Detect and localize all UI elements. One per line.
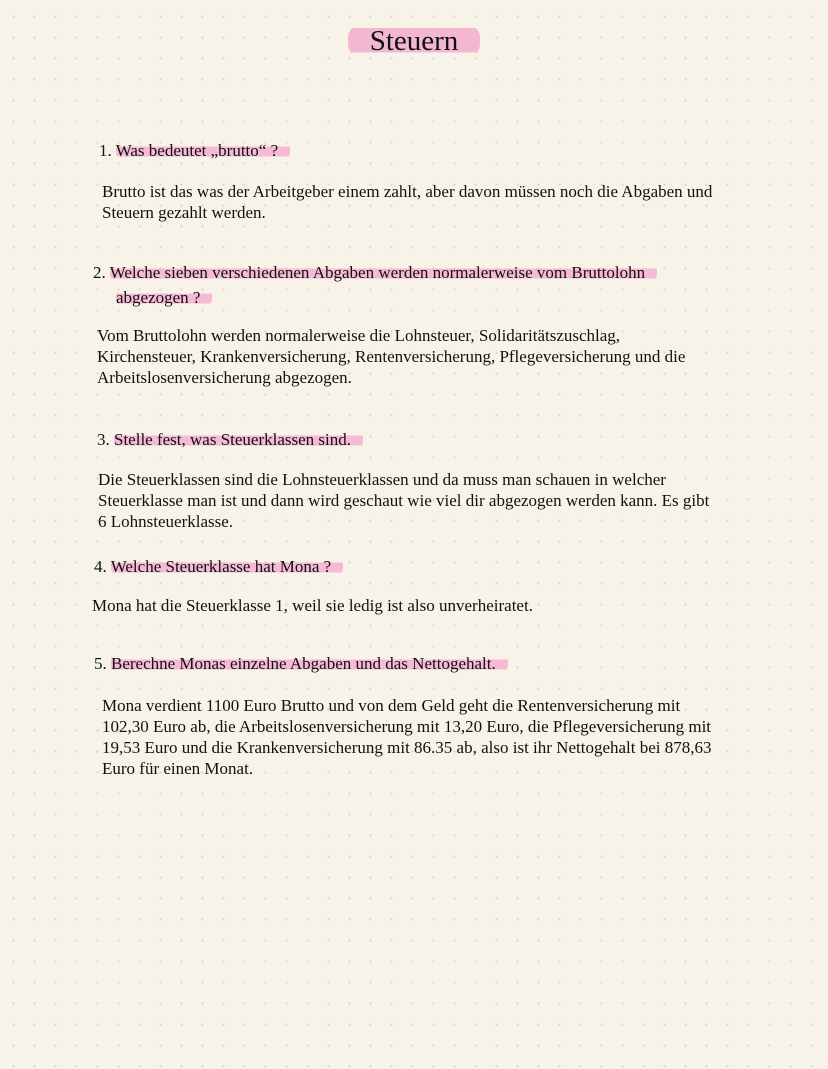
question-text: Welche sieben verschiedenen Abgaben werden normalerweise vom Bruttolohn bbox=[110, 263, 657, 282]
question-number: 4. bbox=[94, 557, 107, 576]
question-text: Berechne Monas einzelne Abgaben und das Nettogehalt. bbox=[111, 654, 508, 673]
page-title: Steuern bbox=[348, 24, 481, 58]
question-4 bbox=[94, 554, 343, 579]
question-number: 1. bbox=[99, 141, 112, 160]
question-number: 3. bbox=[97, 430, 110, 449]
question-text: Welche Steuerklasse hat Mona ? bbox=[111, 557, 344, 576]
question-5 bbox=[94, 651, 508, 676]
question-2-line-2 bbox=[116, 285, 212, 310]
answer-2: Vom Bruttolohn werden normalerweise die Lohnsteuer, Solidaritätszuschlag, Kirchensteuer, Krankenversicherung, Rentenversicherung, Pflegeversicherung und die Arbeitslosenversicherung abgezogen. bbox=[97, 326, 686, 387]
question-number: 2. bbox=[93, 263, 106, 282]
page-title-container bbox=[0, 24, 828, 58]
question-3 bbox=[97, 427, 363, 452]
question-text: Stelle fest, was Steuerklassen sind. bbox=[114, 430, 363, 449]
question-2 bbox=[93, 260, 657, 285]
question-number: 5. bbox=[94, 654, 107, 673]
answer-4: Mona hat die Steuerklasse 1, weil sie ledig ist also unverheiratet. bbox=[92, 596, 533, 615]
question-text-continued: abgezogen ? bbox=[116, 288, 212, 307]
answer-1: Brutto ist das was der Arbeitgeber einem zahlt, aber davon müssen noch die Abgaben und Steuern gezahlt werden. bbox=[102, 182, 713, 222]
question-1 bbox=[99, 138, 290, 163]
question-text: Was bedeutet „brutto“ ? bbox=[116, 141, 290, 160]
answer-5: Mona verdient 1100 Euro Brutto und von dem Geld geht die Rentenversicherung mit 102,30 Euro ab, die Arbeitslosenversicherung mit 13,20 Euro, die Pflegeversicherung mit 19,53 Euro und die Krankenversicherung mit 86.35 ab, also ist ihr Nettogehalt bei 878,63 Euro für einen Monat. bbox=[102, 696, 712, 778]
answer-3: Die Steuerklassen sind die Lohnsteuerklassen und da muss man schauen in welcher Steuerklasse man ist und dann wird geschaut wie viel dir abgezogen werden kann. Es gibt 6 Lohnsteuerklasse. bbox=[98, 470, 710, 531]
